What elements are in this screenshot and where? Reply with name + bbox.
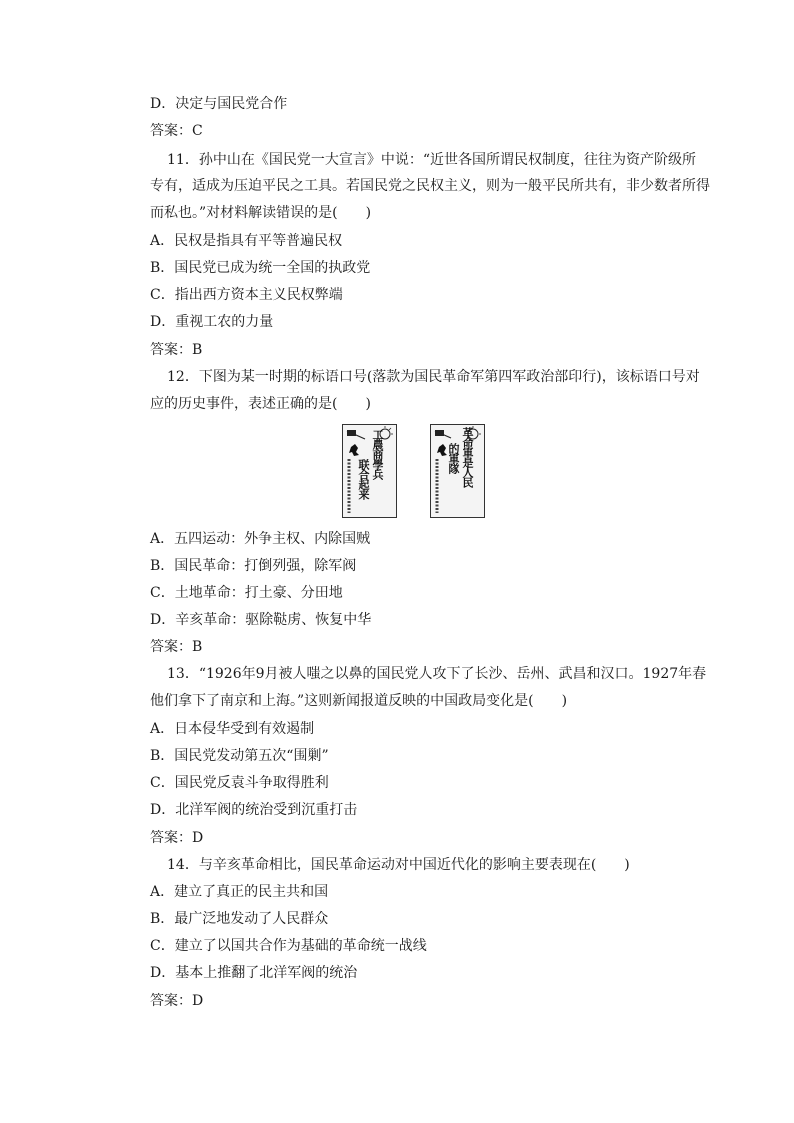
q12-option-b: B．国民革命：打倒列强，除军阀 bbox=[150, 558, 357, 574]
q14-option-b: B．最广泛地发动了人民群众 bbox=[150, 911, 329, 927]
q13-option-b: B．国民党发动第五次“围剿” bbox=[150, 748, 329, 764]
q11-option-c: C．指出西方资本主义民权弊端 bbox=[150, 287, 343, 303]
q10-answer: 答案：C bbox=[150, 123, 203, 139]
q13-stem-line2: 他们拿下了南京和上海。”这则新闻报道反映的中国政局变化是( ) bbox=[150, 693, 568, 709]
q13-option-c: C．国民党反袁斗争取得胜利 bbox=[150, 775, 329, 791]
slogan-poster-right bbox=[430, 424, 485, 518]
q14-stem-line1: 14．与辛亥革命相比，国民革命运动对中国近代化的影响主要表现在( ) bbox=[167, 857, 630, 873]
q13-option-d: D．北洋军阀的统治受到沉重打击 bbox=[150, 802, 358, 818]
poster-left-slogan-1: 工農商學兵 bbox=[371, 429, 384, 479]
q11-option-b: B．国民党已成为统一全国的执政党 bbox=[150, 260, 371, 276]
q12-stem-line2: 应的历史事件，表述正确的是( ) bbox=[150, 396, 371, 412]
q11-answer: 答案：B bbox=[150, 342, 203, 358]
q14-answer: 答案：D bbox=[150, 993, 204, 1009]
q14-option-a: A．建立了真正的民主共和国 bbox=[150, 884, 329, 900]
q10-option-d: D．决定与国民党合作 bbox=[150, 96, 288, 112]
q11-option-d: D．重视工农的力量 bbox=[150, 314, 274, 330]
poster-right-slogan-1: 革命軍是人民 bbox=[461, 427, 474, 487]
q12-option-c: C．土地革命：打土豪、分田地 bbox=[150, 585, 343, 601]
q12-option-a: A．五四运动：外争主权、内除国贼 bbox=[150, 531, 371, 547]
q12-stem-line1: 12．下图为某一时期的标语口号(落款为国民革命军第四军政治部印行)，该标语口号对 bbox=[167, 369, 700, 385]
q14-option-d: D．基本上推翻了北洋军阀的统治 bbox=[150, 965, 358, 981]
q12-option-d: D．辛亥革命：驱除鞑虏、恢复中华 bbox=[150, 612, 372, 628]
q14-option-c: C．建立了以国共合作为基础的革命统一战线 bbox=[150, 938, 427, 954]
poster-right-slogan-2: 的軍隊 bbox=[447, 443, 460, 473]
q13-answer: 答案：D bbox=[150, 830, 204, 846]
poster-left-slogan-2: 联合起来 bbox=[357, 459, 370, 499]
q11-stem-line3: 而私也。”对材料解读错误的是( ) bbox=[150, 205, 372, 221]
q13-stem-line1: 13．“1926年9月被人嗤之以鼻的国民党人攻下了长沙、岳州、武昌和汉口。1927年春 bbox=[167, 666, 707, 682]
q13-option-a: A．日本侵华受到有效遏制 bbox=[150, 721, 315, 737]
q11-option-a: A．民权是指具有平等普遍民权 bbox=[150, 233, 343, 249]
poster-left-art bbox=[343, 425, 397, 518]
q11-stem-line1: 11．孙中山在《国民党一大宣言》中说：“近世各国所谓民权制度，往往为资产阶级所 bbox=[167, 152, 696, 168]
q11-stem-line2: 专有，适成为压迫平民之工具。若国民党之民权主义，则为一般平民所共有，非少数者所得 bbox=[150, 178, 710, 194]
slogan-poster-left bbox=[342, 424, 397, 518]
q12-answer: 答案：B bbox=[150, 639, 203, 655]
